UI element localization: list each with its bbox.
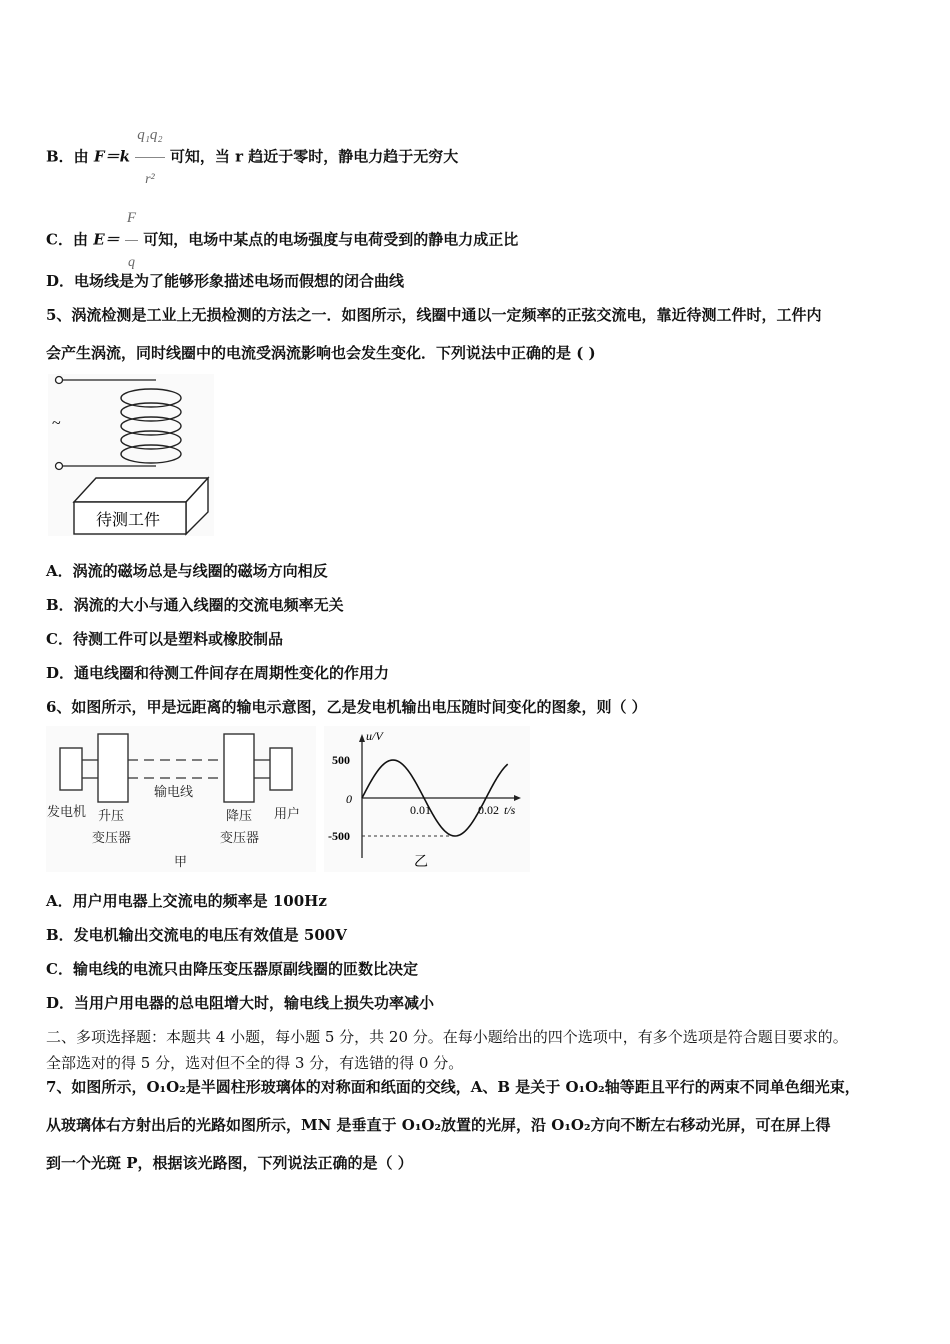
- x-axis-label: t/s: [504, 803, 516, 817]
- section2-line1: 二、多项选择题：本题共 4 小题，每小题 5 分，共 20 分。在每小题给出的四个选项中，有多个选项是符合题目要求的。: [46, 1028, 848, 1046]
- q6-option-b: B．发电机输出交流电的电压有效值是 500V: [46, 926, 347, 944]
- q4-option-d: D．电场线是为了能够形象描述电场而假想的闭合曲线: [46, 272, 405, 290]
- user-box: [270, 748, 292, 790]
- q5-option-b: B．涡流的大小与通入线圈的交流电频率无关: [46, 596, 344, 614]
- workpiece-label: 待测工件: [96, 510, 161, 529]
- q4-option-c-formula-lhs: E＝: [93, 230, 120, 249]
- y-tick-label: 0: [346, 792, 352, 806]
- q5-option-a: A．涡流的磁场总是与线圈的磁场方向相反: [46, 562, 328, 580]
- q4-option-c-suffix: 可知，电场中某点的电场强度与电荷受到的静电力成正比: [143, 230, 519, 249]
- fraction-numerator: q₁q₂: [135, 113, 164, 158]
- q7-stem-line1: 7、如图所示，O₁O₂是半圆柱形玻璃体的对称面和纸面的交线，A、B 是关于 O₁O₂轴等距且平行的两束不同单色细光束，: [46, 1078, 860, 1096]
- q6-stem: 6、如图所示，甲是远距离的输电示意图，乙是发电机输出电压随时间变化的图象，则（ ）: [46, 698, 647, 716]
- ac-source-symbol: ~: [52, 415, 61, 432]
- figure-jia-caption: 甲: [174, 854, 188, 869]
- q6-transmission-figure: [46, 726, 316, 872]
- q7-stem-line3: 到一个光斑 P，根据该光路图，下列说法正确的是（ ）: [46, 1154, 413, 1172]
- fraction-numerator: F: [125, 196, 138, 241]
- q4-option-b-prefix: B．由: [46, 147, 89, 166]
- fraction-denominator: q: [127, 255, 135, 270]
- q5-option-c: C．待测工件可以是塑料或橡胶制品: [46, 630, 283, 648]
- user-label: 用户: [274, 806, 301, 821]
- q5-coil-figure: [46, 370, 216, 538]
- q6-option-d: D．当用户用电器的总电阻增大时，输电线上损失功率减小: [46, 994, 435, 1012]
- section2-line2: 全部选对的得 5 分，选对但不全的得 3 分，有选错的得 0 分。: [46, 1054, 464, 1072]
- terminal-bottom: [56, 463, 63, 470]
- stepup-label-2: 变压器: [92, 830, 132, 845]
- q4-option-b: [46, 113, 458, 202]
- generator-label: 发电机: [47, 804, 87, 819]
- q4-option-b-suffix: 可知，当 r 趋近于零时，静电力趋于无穷大: [169, 147, 459, 166]
- stepup-label-1: 升压: [98, 808, 125, 823]
- terminal-top: [56, 377, 63, 384]
- figure-yi-caption: 乙: [414, 854, 428, 870]
- q6-option-c: C．输电线的电流只由降压变压器原副线圈的匝数比决定: [46, 960, 418, 978]
- q7-stem-line2: 从玻璃体右方射出后的光路如图所示，MN 是垂直于 O₁O₂放置的光屏，沿 O₁O₂方向不断左右移动光屏，可在屏上得: [46, 1116, 831, 1134]
- stepdown-label-2: 变压器: [220, 830, 260, 845]
- x-tick-label: 0.01: [410, 803, 431, 817]
- fraction-denominator: r²: [145, 172, 155, 187]
- generator-box: [60, 748, 82, 790]
- q6-voltage-chart: [324, 726, 530, 872]
- y-tick-label: 500: [332, 753, 350, 767]
- q5-stem-line2: 会产生涡流，同时线圈中的电流受涡流影响也会发生变化．下列说法中正确的是 ( ): [46, 344, 596, 362]
- q4-option-c-prefix: C．由: [46, 230, 88, 249]
- y-axis-label: u/V: [366, 729, 383, 743]
- q5-stem-line1: 5、涡流检测是工业上无损检测的方法之一．如图所示，线圈中通以一定频率的正弦交流电，靠近待测工件时，工件内: [46, 306, 822, 324]
- x-tick-label: 0.02: [478, 803, 499, 817]
- q4-option-b-formula-lhs: F＝k: [93, 147, 130, 166]
- q6-option-a: A．用户用电器上交流电的频率是 100Hz: [46, 892, 327, 910]
- q4-option-b-fraction: [135, 113, 164, 202]
- q5-option-d: D．通电线圈和待测工件间存在周期性变化的作用力: [46, 664, 390, 682]
- y-tick-label: -500: [328, 829, 350, 843]
- stepdown-label-1: 降压: [226, 808, 253, 823]
- line-label: 输电线: [154, 784, 194, 799]
- stepdown-transformer-box: [224, 734, 254, 802]
- stepup-transformer-box: [98, 734, 128, 802]
